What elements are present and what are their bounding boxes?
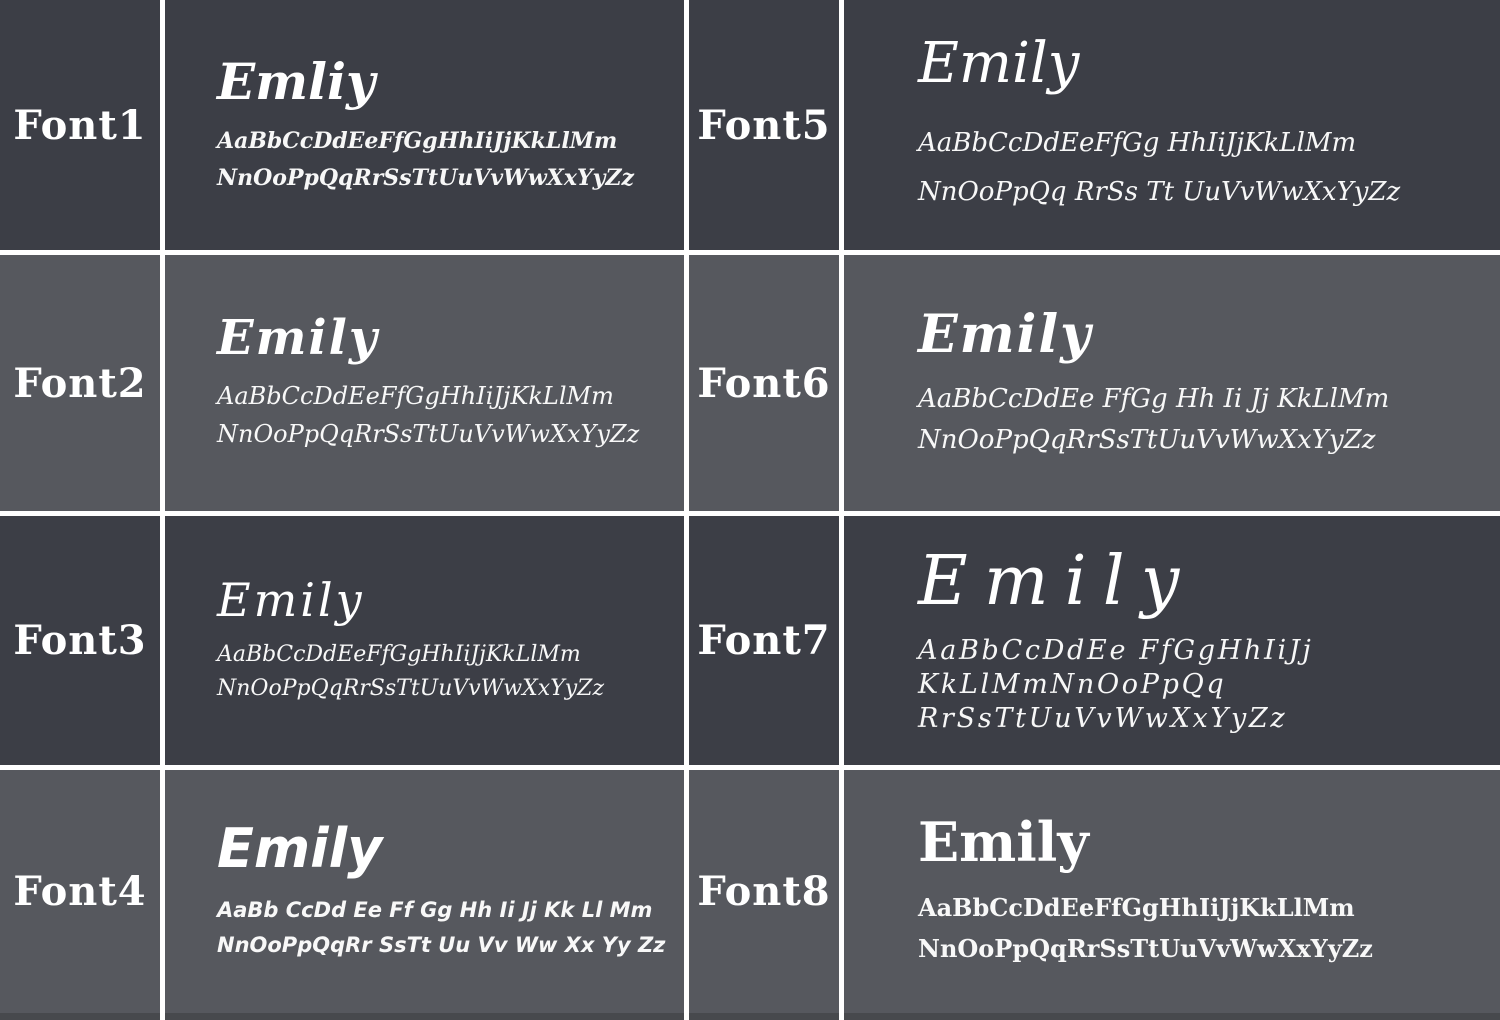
font4-sample-cell	[165, 770, 684, 1020]
font6-sample-cell	[844, 255, 1500, 511]
font8-headline: Emily	[918, 810, 1089, 874]
font1-label-cell	[0, 0, 160, 250]
font4-alphabet-line1: AaBb CcDd Ee Ff Gg Hh Ii Jj Kk Ll Mm	[217, 897, 653, 922]
font5-sample-cell	[844, 0, 1500, 250]
font1-alphabet-line1: AaBbCcDdEeFfGgHhIiJjKkLlMm	[217, 128, 618, 155]
font4-label: Font4	[13, 868, 147, 915]
font5-alphabet-line1: AaBbCcDdEeFfGg HhIiJjKkLlMm	[918, 127, 1357, 158]
font2-alphabet-line2: NnOoPpQqRrSsTtUuVvWwXxYyZz	[217, 420, 640, 449]
font2-sample-cell	[165, 255, 684, 511]
font7-alphabet-line2: KkLlMmNnOoPpQq	[918, 669, 1227, 701]
font6-label-cell	[689, 255, 839, 511]
font6-headline: Emily	[918, 304, 1093, 366]
font2-alphabet-line1: AaBbCcDdEeFfGgHhIiJjKkLlMm	[217, 382, 614, 410]
font5-label: Font5	[697, 101, 831, 149]
font4-label-cell	[0, 770, 160, 1020]
font8-sample-cell	[844, 770, 1500, 1020]
font3-sample-cell	[165, 516, 684, 765]
font3-alphabet-line2: NnOoPpQqRrSsTtUuVvWwXxYyZz	[217, 675, 605, 701]
font7-alphabet-line1: AaBbCcDdEe FfGgHhIiJj	[918, 635, 1314, 667]
font2-label-cell	[0, 255, 160, 511]
font5-alphabet-line2: NnOoPpQq RrSs Tt UuVvWwXxYyZz	[918, 177, 1401, 208]
font3-label-cell	[0, 516, 160, 765]
font1-headline: Emliy	[217, 52, 376, 112]
font7-label-cell	[689, 516, 839, 765]
font1-label: Font1	[13, 101, 147, 149]
font3-alphabet-line1: AaBbCcDdEeFfGgHhIiJjKkLlMm	[217, 641, 581, 667]
font7-alphabet-line3: RrSsTtUuVvWwXxYyZz	[918, 702, 1288, 734]
font3-label: Font3	[13, 617, 147, 664]
font6-alphabet-line1: AaBbCcDdEe FfGg Hh Ii Jj KkLlMm	[918, 384, 1390, 415]
font5-headline: Emily	[918, 31, 1080, 97]
font4-alphabet-line2: NnOoPpQqRr SsTt Uu Vv Ww Xx Yy Zz	[217, 933, 666, 958]
font6-label: Font6	[697, 359, 831, 407]
font8-alphabet-line1: AaBbCcDdEeFfGgHhIiJjKkLlMm	[918, 893, 1355, 923]
font8-alphabet-line2: NnOoPpQqRrSsTtUuVvWwXxYyZz	[918, 934, 1373, 964]
font8-label: Font8	[697, 868, 831, 915]
font2-label: Font2	[13, 359, 147, 407]
font4-headline: Emily	[217, 817, 383, 881]
font5-label-cell	[689, 0, 839, 250]
font6-alphabet-line2: NnOoPpQqRrSsTtUuVvWwXxYyZz	[918, 424, 1376, 455]
font7-sample-cell	[844, 516, 1500, 765]
font1-sample-cell	[165, 0, 684, 250]
font8-label-cell	[689, 770, 839, 1020]
font3-headline: Emily	[217, 573, 365, 628]
font1-alphabet-line2: NnOoPpQqRrSsTtUuVvWwXxYyZz	[217, 164, 635, 191]
font2-headline: Emily	[217, 310, 379, 367]
font7-headline: Emily	[918, 542, 1196, 622]
font7-label: Font7	[697, 617, 831, 664]
